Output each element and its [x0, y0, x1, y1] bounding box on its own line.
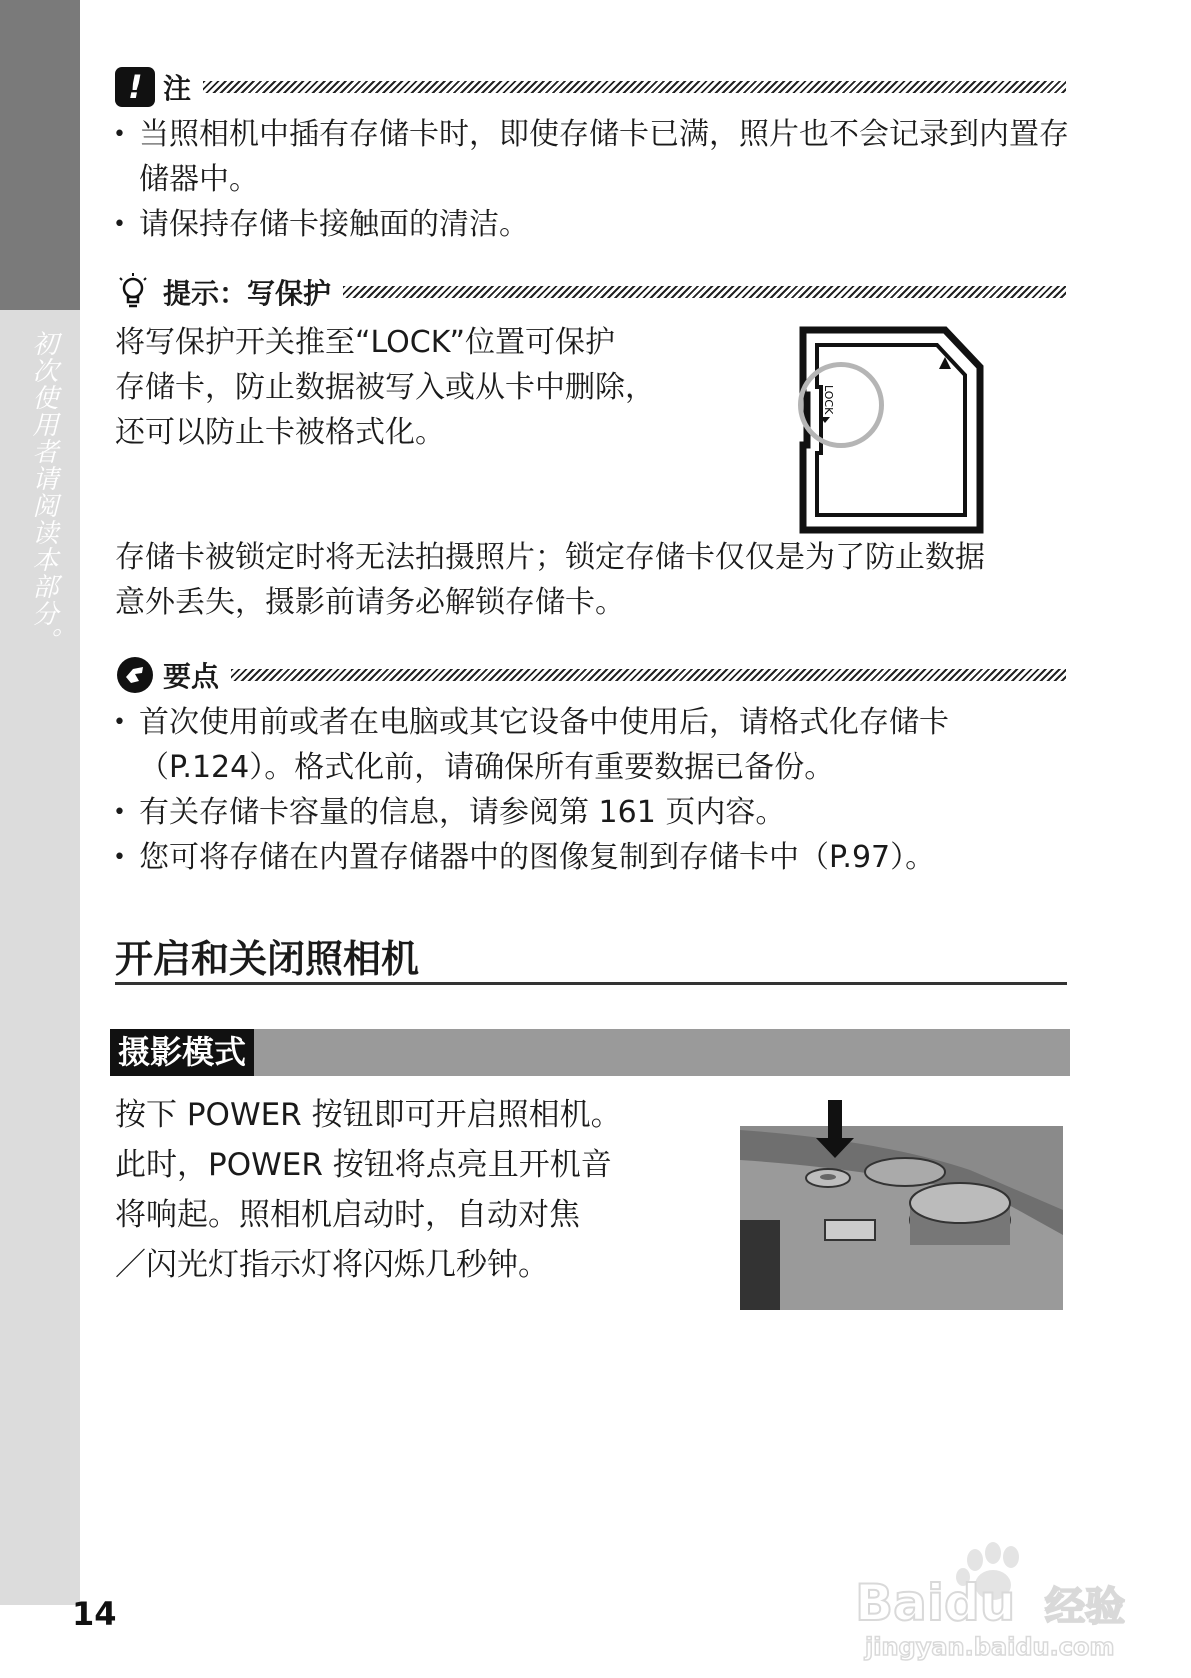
page-number: 14 — [72, 1595, 117, 1633]
note-label: 注 — [163, 72, 192, 105]
pointing-hand-icon — [115, 655, 155, 695]
key-points-list — [113, 700, 1073, 880]
note-list — [113, 112, 1073, 247]
hatch-divider — [203, 81, 1066, 93]
power-line: 此时，POWER 按钮将点亮且开机音 — [115, 1147, 612, 1183]
hatch-divider — [231, 669, 1066, 681]
power-line: ／闪光灯指示灯将闪烁几秒钟。 — [115, 1247, 549, 1283]
lock-line: 存储卡被锁定时将无法拍摄照片；锁定存储卡仅仅是为了防止数据 — [115, 540, 985, 575]
tip-paragraph — [115, 320, 655, 455]
power-paragraph — [115, 1090, 622, 1290]
side-tab-text: 初次使用者请阅读本部分。 — [28, 330, 58, 654]
lock-paragraph — [115, 535, 985, 625]
exclamation-icon — [115, 67, 155, 107]
key-points-header — [115, 655, 1066, 695]
tip-label: 提示：写保护 — [163, 277, 332, 310]
list-item: • 当照相机中插有存储卡时，即使存储卡已满，照片也不会记录到内置存储器中。 — [113, 112, 1073, 202]
power-line: 按下 POWER 按钮即可开启照相机。 — [115, 1097, 622, 1133]
watermark-url: jingyan.baidu.com — [865, 1633, 1115, 1661]
camera-top-illustration — [740, 1100, 1063, 1310]
power-line: 将响起。照相机启动时，自动对焦 — [115, 1197, 580, 1233]
watermark-brand: Baidu — [855, 1574, 1016, 1632]
tip-line: 还可以防止卡被格式化。 — [115, 415, 445, 450]
key-points-label: 要点 — [163, 660, 220, 693]
baidu-watermark — [855, 1525, 1155, 1665]
section-title: 开启和关闭照相机 — [115, 937, 420, 981]
lightbulb-icon — [115, 272, 155, 312]
hatch-divider — [343, 286, 1066, 298]
title-underline — [115, 982, 1067, 985]
card-lock-label: LOCK — [822, 385, 835, 415]
list-item: • 请保持存储卡接触面的清洁。 — [113, 202, 1073, 247]
list-item: • 有关存储卡容量的信息，请参阅第 161 页内容。 — [113, 790, 1073, 835]
list-item: • 首次使用前或者在电脑或其它设备中使用后，请格式化存储卡（P.124）。格式化前，请确保所有重要数据已备份。 — [113, 700, 1073, 790]
watermark-suffix: 经验 — [1045, 1584, 1125, 1630]
lock-line: 意外丢失，摄影前请务必解锁存储卡。 — [115, 585, 625, 620]
tip-header — [115, 272, 1066, 312]
tip-line: 将写保护开关推至“LOCK”位置可保护 — [115, 325, 616, 360]
note-header — [115, 67, 1066, 107]
list-item: • 您可将存储在内置存储器中的图像复制到存储卡中（P.97）。 — [113, 835, 1073, 880]
tip-line: 存储卡，防止数据被写入或从卡中删除， — [115, 370, 655, 405]
lock-switch-highlight — [798, 362, 884, 448]
side-tab-dark — [0, 0, 80, 310]
subhead-label: 摄影模式 — [110, 1029, 254, 1076]
